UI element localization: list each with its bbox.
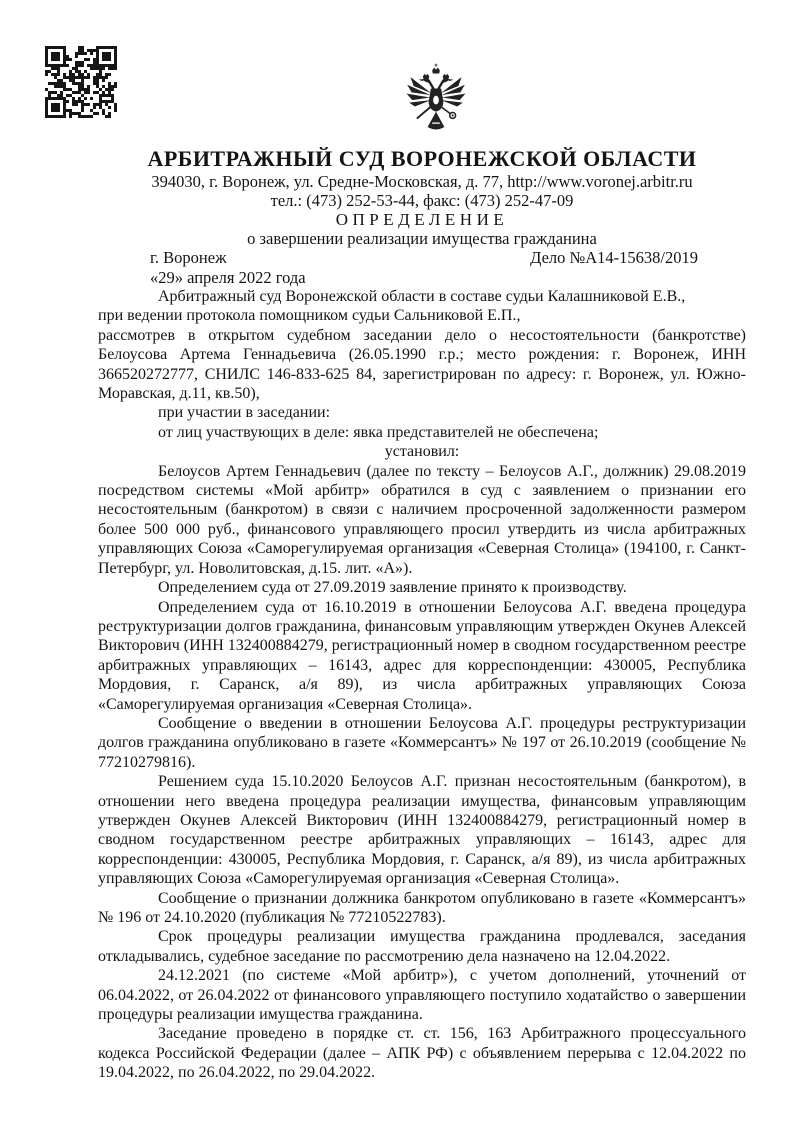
paragraph-attendance-label: при участии в заседании:	[158, 404, 331, 422]
document-subtitle: о завершении реализации имущества гражданина	[247, 229, 597, 248]
paragraph-attendance: от лиц участвующих в деле: явка представителей не обеспечена;	[158, 423, 599, 441]
paragraph-bankruptcy: Решением суда 15.10.2020 Белоусов А.Г. признан несостоятельным (банкротом), в отношении него введена процедура реализации имущества, финансовым управляющим утвержден Окунев Алексей Викторович (ИНН 132400884279, регистрационный номер в сводном государственном реестре арбитражных управляющих – 16143, адрес для корреспонденции: 430005, Республика Мордовия, г. Саранск, а/я 89), из числа арбитражных управляющих Союза «Саморегулируемая организация «Северная Столица».	[98, 773, 746, 888]
paragraph-judge: Арбитражный суд Воронежской области в составе судьи Калашниковой Е.В.,	[158, 288, 686, 305]
paragraph-acceptance: Определением суда от 27.09.2019 заявление принято к производству.	[158, 579, 627, 597]
paragraph-hearing-order: Заседание проведено в порядке ст. ст. 156, 163 Арбитражного процессуального кодекса Российской Федерации (далее – АПК РФ) с объявлением перерыва с 12.04.2022 по 19.04.2022, по 26.04.2022, по 29.04.2022.	[98, 1025, 746, 1082]
case-meta-row	[98, 248, 746, 268]
paragraph-extension: Срок процедуры реализации имущества гражданина продлевался, заседания откладывались, судебное заседание по рассмотрению дела назначено на 12.04.2022.	[98, 928, 746, 965]
court-name: АРБИТРАЖНЫЙ СУД ВОРОНЕЖСКОЙ ОБЛАСТИ	[147, 146, 697, 171]
qr-code	[45, 46, 117, 118]
document-content	[98, 146, 746, 1083]
date-line: «29» апреля 2022 года	[150, 267, 306, 287]
paragraph-application: Белоусов Артем Геннадьевич (далее по тексту – Белоусов А.Г., должник) 29.08.2019 посредством системы «Мой арбитр» обратился в суд с заявлением о признании его несостоятельным (банкротом) в связи с наличием просроченной задолженности размером более 500 000 руб., финансового управляющего просил утвердить из числа арбитражных управляющих Союза «Саморегулируемая организация «Северная Столица» (194100, г. Санкт-Петербург, ул. Новолитовская, д.15. лит. «А»).	[98, 462, 746, 577]
case-number: Дело №А14-15638/2019	[530, 248, 698, 267]
resolution-word: установил:	[384, 443, 460, 461]
court-address-line: 394030, г. Воронеж, ул. Средне-Московская, д. 77, http://www.voronej.arbitr.ru	[151, 172, 693, 191]
paragraph-restructuring: Определением суда от 16.10.2019 в отношении Белоусова А.Г. введена процедура реструктуризации долгов гражданина, финансовым управляющим утвержден Окунев Алексей Викторович (ИНН 132400884279, регистрационный номер в сводном государственном реестре арбитражных управляющих – 16143, адрес для корреспонденции: 430005, Республика Мордовия, г. Саранск, а/я 89), из числа арбитражных управляющих Союза «Саморегулируемая организация «Северная Столица».	[98, 598, 746, 713]
place-line: г. Воронеж	[150, 248, 227, 267]
paragraph-publication-1: Сообщение о введении в отношении Белоусова А.Г. процедуры реструктуризации долгов гражданина опубликовано в газете «Коммерсантъ» № 197 от 26.10.2019 (сообщение № 77210279816).	[98, 714, 746, 771]
coat-of-arms-icon	[404, 62, 468, 142]
court-phone-line: тел.: (473) 252-53-44, факс: (473) 252-47-09	[270, 191, 574, 210]
paragraph-motion: 24.12.2021 (по системе «Мой арбитр»), с учетом дополнений, уточнений от 06.04.2022, от 26.04.2022 от финансового управляющего поступило ходатайство о завершении процедуры реализации имущества гражданина.	[98, 967, 746, 1024]
document-body	[98, 287, 746, 1083]
paragraph-case-intro: рассмотрев в открытом судебном заседании дело о несостоятельности (банкротстве) Белоусова Артема Геннадьевича (26.05.1990 г.р.; место рождения: г. Воронеж, ИНН 366520272777, СНИЛС 146-833-625 84, зарегистрирован по адресу: г. Воронеж, ул. Южно-Моравская, д.11, кв.50),	[98, 326, 746, 403]
paragraph-publication-2: Сообщение о признании должника банкротом опубликовано в газете «Коммерсантъ» № 196 от 24.10.2020 (публикация № 77210522783).	[98, 889, 746, 926]
document-type-title: ОПРЕДЕЛЕНИЕ	[335, 210, 509, 229]
paragraph-clerk: при ведении протокола помощником судьи Сальниковой Е.П.,	[98, 307, 521, 325]
